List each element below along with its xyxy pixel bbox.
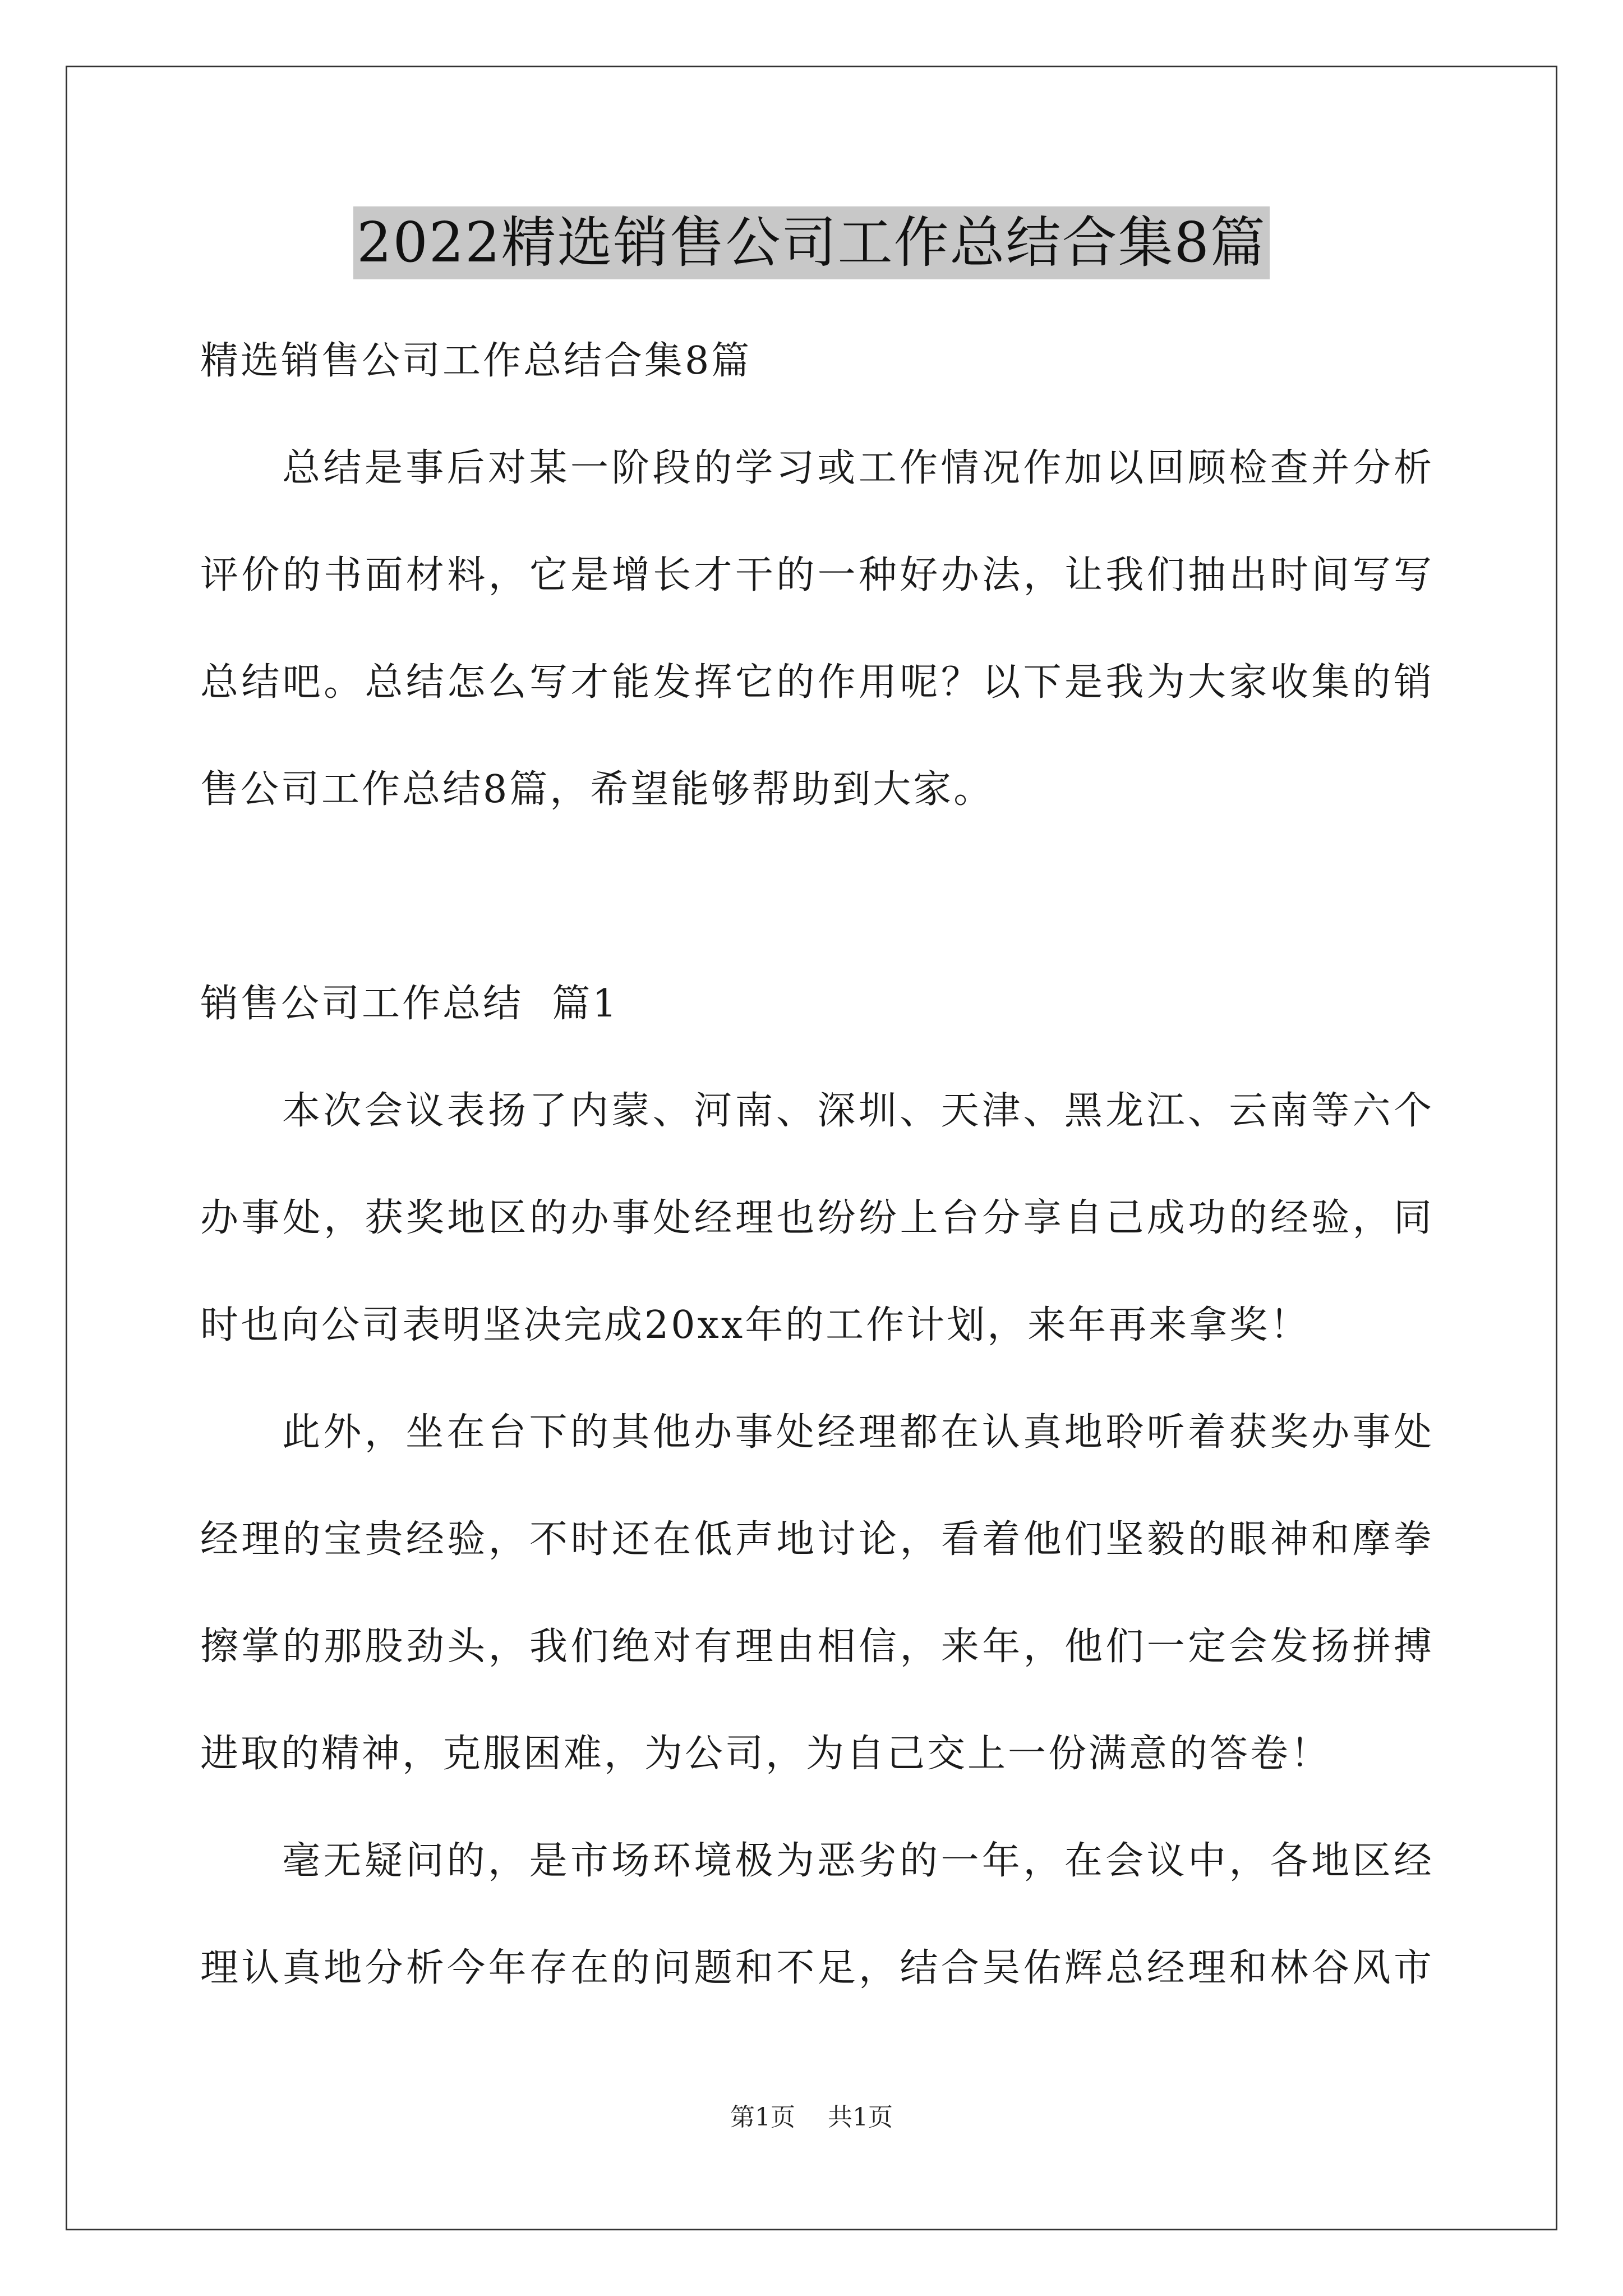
paragraph-line: 此外，坐在台下的其他办事处经理都在认真地聆听着获奖办事处: [282, 1410, 1434, 1455]
intro-line: 总结吧。总结怎么写才能发挥它的作用呢？以下是我为大家收集的销: [200, 660, 1434, 705]
section-heading: 销售公司工作总结 篇1: [200, 982, 619, 1026]
paragraph-line: 办事处，获奖地区的办事处经理也纷纷上台分享自己成功的经验，同: [200, 1196, 1434, 1240]
paragraph-line: 本次会议表扬了内蒙、河南、深圳、天津、黑龙江、云南等六个: [282, 1089, 1434, 1133]
page-footer: [0, 2101, 1623, 2134]
paragraph-line: 时也向公司表明坚决完成20xx年的工作计划，来年再来拿奖！: [200, 1303, 1311, 1347]
page-number-current: 第1页: [730, 2103, 795, 2132]
paragraph-line: 经理的宝贵经验，不时还在低声地讨论，看着他们坚毅的眼神和摩拳: [200, 1517, 1434, 1562]
paragraph-line: 理认真地分析今年存在的问题和不足，结合吴佑辉总经理和林谷风市: [200, 1946, 1434, 1990]
blank-line: [200, 843, 1434, 950]
document-subtitle: 精选销售公司工作总结合集8篇: [200, 339, 752, 383]
document-title: 2022精选销售公司工作总结合集8篇: [353, 206, 1270, 279]
document-body: [200, 307, 1434, 2022]
page-number-total: 共1页: [828, 2103, 893, 2132]
title-container: [0, 206, 1623, 279]
paragraph-line: 进取的精神，克服困难，为公司，为自己交上一份满意的答卷！: [200, 1732, 1331, 1776]
intro-line: 评价的书面材料，它是增长才干的一种好办法，让我们抽出时间写写: [200, 553, 1434, 597]
intro-line: 总结是事后对某一阶段的学习或工作情况作加以回顾检查并分析: [282, 446, 1434, 490]
intro-line: 售公司工作总结8篇，希望能够帮助到大家。: [200, 767, 994, 812]
paragraph-line: 毫无疑问的，是市场环境极为恶劣的一年，在会议中，各地区经: [282, 1839, 1434, 1883]
paragraph-line: 擦掌的那股劲头，我们绝对有理由相信，来年，他们一定会发扬拼搏: [200, 1625, 1434, 1669]
